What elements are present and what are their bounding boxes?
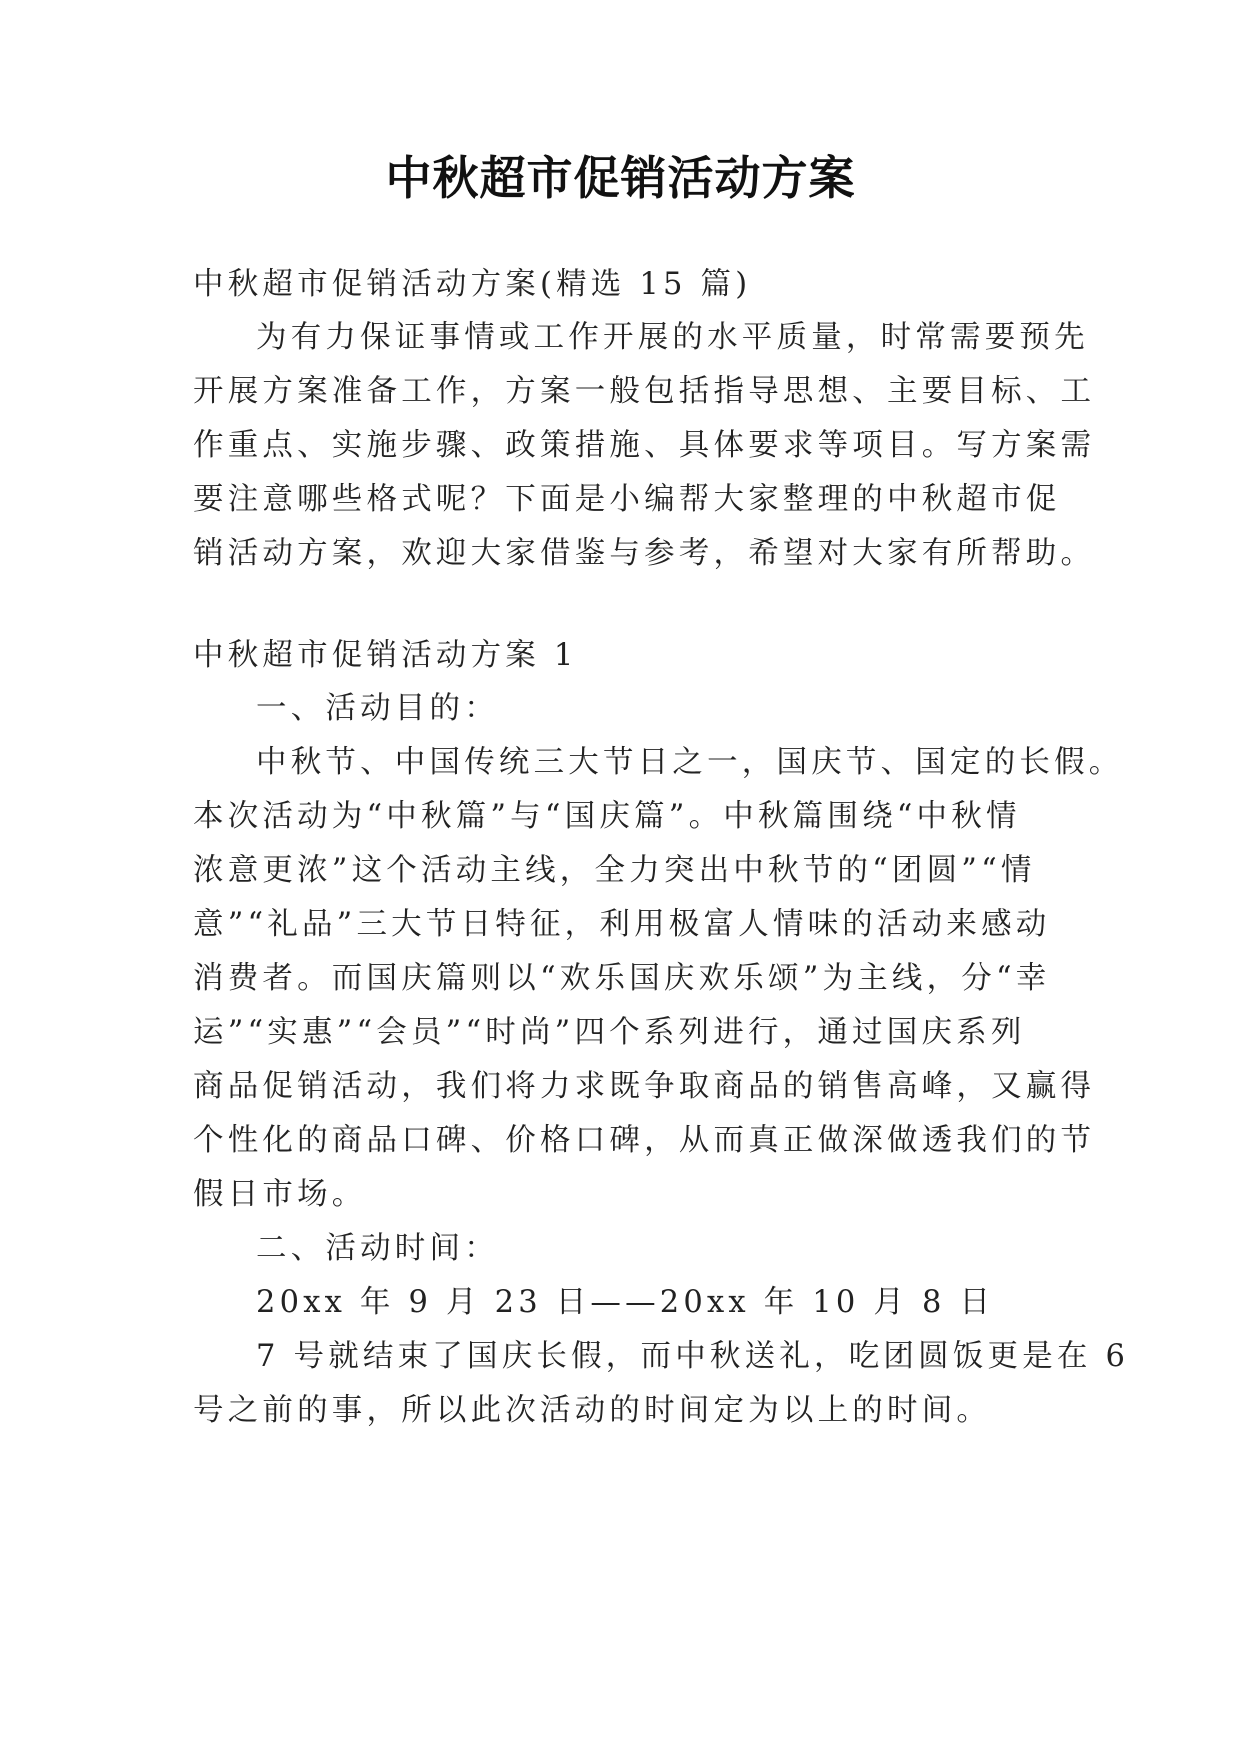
section-heading: 中秋超市促销活动方案 1 [193,638,578,673]
time-note-line: 7 号就结束了国庆长假，而中秋送礼，吃团圆饭更是在 6 [256,1339,1130,1374]
time-range: 20xx 年 9 月 23 日——20xx 年 10 月 8 日 [256,1285,995,1320]
intro-line: 销活动方案，欢迎大家借鉴与参考，希望对大家有所帮助。 [193,536,1096,571]
purpose-line: 浓意更浓”这个活动主线，全力突出中秋节的“团圆”“情 [193,853,1036,888]
intro-line: 开展方案准备工作，方案一般包括指导思想、主要目标、工 [193,374,1096,409]
time-heading: 二、活动时间： [256,1231,499,1266]
purpose-line: 本次活动为“中秋篇”与“国庆篇”。中秋篇围绕“中秋情 [193,799,1021,834]
intro-line: 作重点、实施步骤、政策措施、具体要求等项目。写方案需 [193,428,1096,463]
purpose-line: 意”“礼品”三大节日特征，利用极富人情味的活动来感动 [193,907,1051,942]
document-title: 中秋超市促销活动方案 [385,151,856,205]
subtitle: 中秋超市促销活动方案(精选 15 篇) [193,267,752,302]
purpose-line: 中秋节、中国传统三大节日之一，国庆节、国定的长假。 [256,745,1124,780]
purpose-line: 消费者。而国庆篇则以“欢乐国庆欢乐颂”为主线，分“幸 [193,961,1051,996]
purpose-line: 运”“实惠”“会员”“时尚”四个系列进行，通过国庆系列 [193,1015,1026,1050]
intro-line: 要注意哪些格式呢？下面是小编帮大家整理的中秋超市促 [193,482,1061,517]
intro-line: 为有力保证事情或工作开展的水平质量，时常需要预先 [256,320,1089,355]
purpose-heading: 一、活动目的： [256,691,499,726]
purpose-line: 个性化的商品口碑、价格口碑，从而真正做深做透我们的节 [193,1123,1096,1158]
time-note-line: 号之前的事，所以此次活动的时间定为以上的时间。 [193,1393,992,1428]
purpose-line: 假日市场。 [193,1177,367,1212]
purpose-line: 商品促销活动，我们将力求既争取商品的销售高峰，又赢得 [193,1069,1096,1104]
